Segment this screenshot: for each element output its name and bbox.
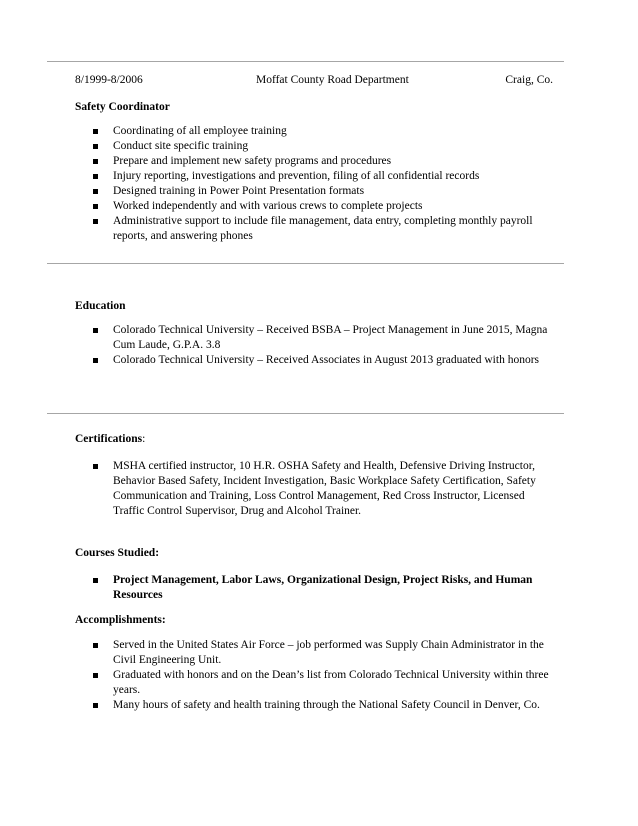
job-dates: 8/1999-8/2006 (75, 74, 143, 86)
list-item: Prepare and implement new safety programs and procedures (75, 154, 555, 169)
education-list (75, 323, 555, 368)
section-divider (47, 413, 564, 414)
list-item: Project Management, Labor Laws, Organizational Design, Project Risks, and Human Resources (75, 573, 555, 603)
accomplishments-heading: Accomplishments: (75, 614, 166, 626)
list-item: Colorado Technical University – Received Associates in August 2013 graduated with honors (75, 353, 555, 368)
list-item: Worked independently and with various crews to complete projects (75, 199, 555, 214)
courses-heading: Courses Studied: (75, 547, 160, 559)
list-item: Designed training in Power Point Presentation formats (75, 184, 555, 199)
list-item: Served in the United States Air Force – job performed was Supply Chain Administrator in the Civil Engineering Unit. (75, 638, 555, 668)
job-employer: Moffat County Road Department (256, 74, 409, 86)
certifications-list (75, 459, 555, 519)
courses-section (75, 546, 555, 603)
list-item: Conduct site specific training (75, 139, 555, 154)
list-item: Injury reporting, investigations and prevention, filing of all confidential records (75, 169, 555, 184)
list-item: MSHA certified instructor, 10 H.R. OSHA Safety and Health, Defensive Driving Instructor, Behavior Based Safety, Incident Investigation, Basic Workplace Safety Certification, Safety Communication and Training, Loss Control Management, Red Cross Instructor, Licensed Traffic Control Supervisor, Drug and Alcohol Trainer. (75, 459, 555, 519)
certifications-section (75, 432, 555, 519)
job-section (75, 100, 555, 244)
list-item: Colorado Technical University – Received BSBA – Project Management in June 2015, Magna Cum Laude, G.P.A. 3.8 (75, 323, 555, 353)
section-divider (47, 61, 564, 62)
accomplishments-section (75, 613, 555, 713)
list-item: Graduated with honors and on the Dean’s list from Colorado Technical University within three years. (75, 668, 555, 698)
job-title: Safety Coordinator (75, 101, 170, 113)
list-item: Coordinating of all employee training (75, 124, 555, 139)
job-duties-list (75, 124, 555, 244)
courses-list (75, 573, 555, 603)
education-heading: Education (75, 300, 126, 312)
list-item: Administrative support to include file management, data entry, completing monthly payroll reports, and answering phones (75, 214, 555, 244)
education-section (75, 299, 555, 368)
job-location: Craig, Co. (505, 74, 553, 86)
certifications-heading-colon: : (142, 433, 146, 445)
accomplishments-list (75, 638, 555, 713)
section-divider (47, 263, 564, 264)
job-header-line (75, 73, 553, 88)
list-item: Many hours of safety and health training through the National Safety Council in Denver, Co. (75, 698, 555, 713)
certifications-heading-line (75, 432, 555, 447)
certifications-heading: Certifications (75, 433, 143, 445)
